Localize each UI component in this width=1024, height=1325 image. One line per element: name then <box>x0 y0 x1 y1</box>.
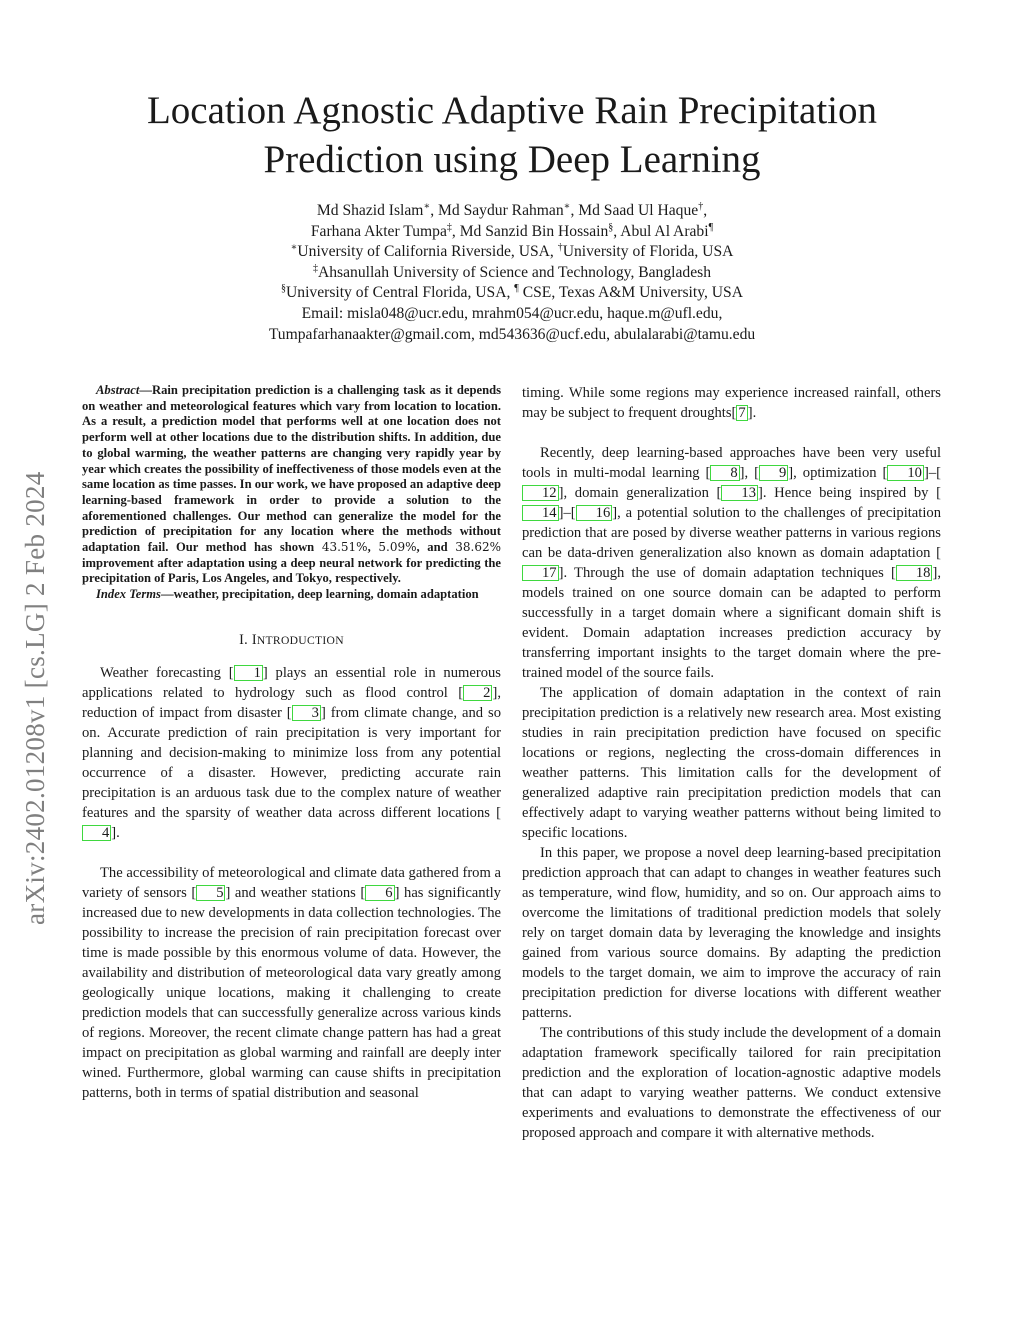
paragraph-text: Recently, deep learning-based approaches have been very useful tools in multi-modal learning <box>522 445 941 481</box>
author-name: Md Shazid Islam <box>316 202 424 219</box>
section-number: I. <box>239 631 248 648</box>
paragraph-text: has significantly increased due to new developments in data collection technologies. The possibility to increase the precision of rain precipitation forecast over time is made possible by this enormous volume of data. However, the availability and distribution of meteorological data vary greatly among geologically unique locations, making it challenging to create prediction models that can successfully generalize across various kinds of regions. Moreover, the recent climate change pattern has had a great impact on precipitation as global warming and rainfall are deeply inter wined. Furthermore, global warming can cause shifts in precipitation patterns, both in terms of spatial distribution and seasonal <box>82 884 501 1101</box>
paragraph-text: . <box>752 405 757 421</box>
author-line-2: Farhana Akter Tumpa‡, Md Sanzid Bin Hossain§, Abul Al Arabi¶ <box>310 221 714 240</box>
abstract <box>82 383 501 603</box>
affiliation-mark: ∗ <box>423 201 431 212</box>
paragraph-text: The contributions of this study include the development of a domain adaptation framework specifically tailored for rain precipitation prediction and the exploration of location-agnostic adaptive models that can adapt to varying weather patterns. We conduct extensive experiments and evaluations to demonstrate the effectiveness of our proposed approach and compare it with alternative methods. <box>522 1025 941 1141</box>
citation-link[interactable]: 3 <box>292 705 321 721</box>
paragraph-text: plays an essential role in numerous applications related to hydrology such as flood control <box>82 664 501 701</box>
right-column <box>522 383 941 1143</box>
affiliation-mark: ¶ <box>514 283 519 295</box>
affiliation-text: CSE, Texas A&M University, USA <box>522 284 743 302</box>
paragraph-text: – <box>563 505 571 521</box>
email-line-2: Tumpafarhanaakter@gmail.com, md543636@ucf.edu, abulalarabi@tamu.edu <box>268 325 756 343</box>
paragraph-text: . Hence being inspired by <box>762 485 937 501</box>
intro-paragraph-4 <box>522 683 941 843</box>
paper-title <box>60 86 964 184</box>
paragraph-text: . <box>116 824 120 841</box>
citation-link[interactable]: 17 <box>522 565 559 581</box>
paragraph-text: The application of domain adaptation in the context of rain precipitation prediction is a relatively new research area. Most existing studies in rain precipitation prediction have focused on specific locations or regions, neglecting the cross-domain differences in weather patterns. This limitation calls for the development of generalized adaptive rain precipitation prediction models that can effectively adapt to varying weather patterns without being limited to specific locations. <box>522 685 941 841</box>
citation-link[interactable]: 18 <box>896 565 933 581</box>
abstract-text: improvement after adaptation using a deep neural network for predicting the precipitation of Paris, Los Angeles, and Tokyo, respectively. <box>82 555 501 586</box>
paragraph-text: Weather forecasting <box>100 664 229 681</box>
email-line-1: Email: misla048@ucr.edu, mrahm054@ucr.edu, haque.m@ufl.edu, <box>301 304 723 322</box>
citation-link[interactable]: 12 <box>522 485 559 501</box>
affiliation-mark: § <box>608 221 614 233</box>
paragraph-text: timing. While some regions may experience increased rainfall, others may be subject to frequent droughts <box>522 385 941 421</box>
abstract-text: —Rain precipitation prediction is a challenging task as it depends on weather and meteorological features which vary from location to location. As a result, a prediction model that performs well at one location does not perform well at other locations due to the distribution shifts. In addition, due to global warming, the weather patterns are changing very rapidly year by year which creates the possibility of ineffectiveness of those models even at the same location as time passes. In our work, we have proposed an adaptive deep learning-based framework in order to provide a solution to the aforementioned challenges. Our method can generalize the model for the prediction of precipitation for any location where the methods without adaptation fail. Our method has shown <box>82 383 501 555</box>
affiliation-mark: § <box>281 283 287 295</box>
citation-link[interactable]: 16 <box>576 505 613 521</box>
abstract-value-los-angeles: 5.09% <box>378 540 417 555</box>
abstract-value-tokyo: 38.62% <box>455 540 501 555</box>
affiliation-text: University of California Riverside, USA, <box>297 243 554 261</box>
intro-paragraph-1: Weather forecasting [ 1 ] plays an essential role in numerous applications related to hydrology such as flood control [ 2 ], reduction of impact from disaster [ 3 ] from climate change, and so on. Accurate prediction of rain precipitation is very important for planning and decision-making to minimize loss from any potential occurrence of a disaster. However, predicting accurate rain precipitation is an arduous task due to the complex nature of weather features and the sparsity of weather data across different locations [4 ]. <box>82 664 502 841</box>
paragraph-text: , optimization <box>793 465 883 481</box>
intro-paragraph-2-continued: timing. While some regions may experience increased rainfall, others may be subject to frequent droughts[ 7 ]. <box>522 385 941 421</box>
abstract-separator: , and <box>416 540 456 555</box>
affiliation-mark: ¶ <box>708 221 714 233</box>
intro-paragraph-2: The accessibility of meteorological and climate data gathered from a variety of sensors [ 5 ] and weather stations [ 6 ] has significantly increased due to new developments in data collection technologies. The possibility to increase the precision of rain precipitation forecast over time is made possible by this enormous volume of data. However, the availability and distribution of meteorological data vary greatly among geologically unique locations, making it challenging to create prediction models that can successfully generalize across various kinds of regions. Moreover, the recent climate change pattern has had a great impact on precipitation as global warming and rainfall are deeply inter wined. Furthermore, global warming can cause shifts in precipitation patterns, both in terms of spatial distribution and seasonal <box>82 864 501 1101</box>
abstract-separator: , <box>367 540 379 555</box>
paragraph-text: , domain generalization <box>563 485 717 501</box>
affiliation-mark: ∗ <box>290 242 298 254</box>
paragraph-text: , models trained on one source domain can be adapted to perform successfully in a target domain where a significant domain shift is evident. Domain adaptation increases prediction accuracy by transferring important insights to the target domain where the pre-trained model of the source fails. <box>522 565 941 681</box>
left-column <box>82 383 501 1103</box>
citation-link[interactable]: 13 <box>721 485 758 501</box>
citation-link[interactable]: 2 <box>463 685 492 701</box>
affiliation-line-2 <box>60 263 964 284</box>
paragraph-text: The accessibility of meteorological and climate data gathered from a variety of sensors <box>82 864 501 901</box>
affiliation-mark: † <box>698 201 704 212</box>
affiliation-mark: ‡ <box>313 262 318 274</box>
citation-link[interactable]: 7 <box>738 405 746 421</box>
citation-link[interactable]: 1 <box>234 665 263 681</box>
paper-title-line-1: Location Agnostic Adaptive Rain Precipitation <box>146 89 878 132</box>
affiliation-mark: ∗ <box>563 201 571 212</box>
abstract-label: Abstract <box>96 383 140 397</box>
author-name: Md Sanzid Bin Hossain <box>459 222 609 240</box>
paragraph-text: , reduction of impact from disaster <box>82 684 501 721</box>
paragraph-text: In this paper, we propose a novel deep learning-based precipitation prediction approach that can adapt to changes in weather features such as temperature, wind flow, humidity, and so on. Our approach aims to overcome the limitations of traditional prediction models that solely rely on target domain data by leveraging the knowledge and insights gained from various source domains. By adapting the prediction models to the target domain, we aim to improve the accuracy of rain precipitation prediction for diverse locations with different weather patterns. <box>522 845 941 1021</box>
citation-link[interactable]: 5 <box>196 885 225 901</box>
affiliation-line-3 <box>60 283 964 304</box>
affiliation-mark: † <box>557 242 563 254</box>
paragraph-text: from climate change, and so on. Accurate prediction of rain precipitation is very important for planning and decision-making to minimize loss from any potential occurrence of a disaster. However, predicting accurate rain precipitation is an arduous task due to the complex nature of weather features and the sparsity of weather data across different locations <box>82 704 502 821</box>
citation-link[interactable]: 6 <box>365 885 394 901</box>
index-terms-text: —weather, precipitation, deep learning, domain adaptation <box>160 587 479 602</box>
intro-paragraph-6 <box>522 1023 941 1143</box>
affiliation-text: Ahsanullah University of Science and Technology, Bangladesh <box>318 263 711 281</box>
affiliation-line-1 <box>60 242 964 263</box>
author-name: Abul Al Arabi <box>620 222 709 240</box>
abstract-paragraph <box>82 383 501 587</box>
paragraph-text: . Through the use of domain adaptation techniques <box>563 565 891 581</box>
citation-link[interactable]: 14 <box>522 505 559 521</box>
paragraph-text: , <box>744 465 755 481</box>
citation-link[interactable]: 10 <box>887 465 924 481</box>
citation-link[interactable]: 8 <box>710 465 739 481</box>
affiliation-text: University of Florida, USA <box>562 243 734 261</box>
intro-paragraph-3: Recently, deep learning-based approaches have been very useful tools in multi-modal learning [ 8 ], [ 9 ], optimization [ 10 ]–[12 ], domain generalization [ 13 ]. Hence being inspired by [14 ]–[ 16 ], a potential solution to the challenges of precipitation prediction that are posed by diverse weather patterns in various regions can be data-driven generalization also known as domain adaptation [17 ]. Through the use of domain adaptation techniques [ 18 ], models trained on one source domain can be adapted to perform successfully in a target domain where a significant domain shift is evident. Domain adaptation increases prediction accuracy by transferring important insights to the target domain where the pre-trained model of the source fails. <box>522 445 941 681</box>
paragraph-text: – <box>928 465 937 481</box>
paragraph-text: and weather stations <box>230 884 361 901</box>
author-line-1: Md Shazid Islam∗, Md Saydur Rahman∗, Md Saad Ul Haque†, <box>316 201 708 219</box>
citation-link[interactable]: 9 <box>759 465 788 481</box>
author-block <box>60 201 964 345</box>
citation-link[interactable]: 4 <box>82 825 111 841</box>
paragraph-text: , a potential solution to the challenges of precipitation prediction that are posed by diverse weather patterns in various regions can be data-driven generalization also known as domain adaptation <box>522 505 941 561</box>
section-heading-introduction <box>82 630 501 651</box>
section-title: INTRODUCTION <box>251 631 344 648</box>
affiliation-text: University of Central Florida, USA, <box>286 284 511 302</box>
paper-title-line-2: Prediction using Deep Learning <box>263 138 761 181</box>
author-name: Md Saad Ul Haque <box>578 202 699 219</box>
intro-paragraph-5 <box>522 843 941 1023</box>
index-terms-label: Index Terms <box>96 587 161 602</box>
index-terms <box>82 587 501 603</box>
author-name: Md Saydur Rahman <box>438 202 564 219</box>
author-name: Farhana Akter Tumpa <box>310 222 447 240</box>
arxiv-identifier-stamp: arXiv:2402.01208v1 [cs.LG] 2 Feb 2024 <box>20 471 50 925</box>
abstract-value-paris: 43.51% <box>321 540 368 555</box>
affiliation-mark: ‡ <box>446 221 452 233</box>
